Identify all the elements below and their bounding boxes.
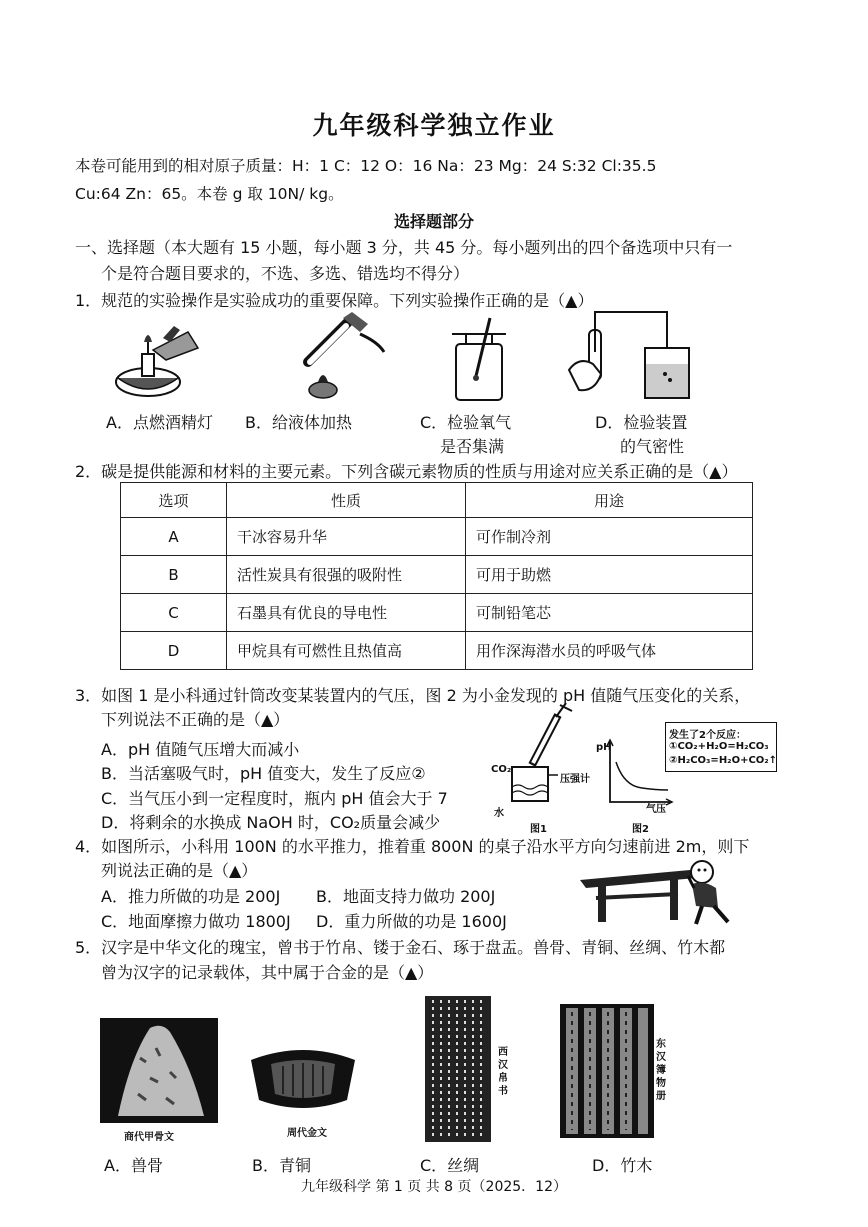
q1-option-b: B．给液体加热 — [245, 413, 352, 432]
q3-option-a: A．pH 值随气压增大而减小 — [101, 740, 300, 759]
q4-option-a: A．推力所做的功是 200J — [101, 887, 281, 906]
q2-table — [120, 482, 753, 670]
fig1-caption: 图1 — [530, 824, 547, 835]
q4-stem-1: 4．如图所示，小科用 100N 的水平推力，推着重 800N 的桌子沿水平方向匀速前进 2m，则下 — [75, 837, 750, 856]
section-instructions-2: 个是符合题目要求的，不选、多选、错选均不得分） — [101, 264, 470, 283]
table-cell: 可用于助燃 — [466, 556, 753, 594]
header-cell: 性质 — [227, 483, 466, 518]
fig2-xlabel: 气压 — [646, 804, 666, 815]
q5-option-d: D．竹木 — [592, 1156, 653, 1175]
pushing-table-illustration — [578, 858, 748, 928]
syringe-apparatus-figure — [488, 705, 598, 815]
q4-option-b: B．地面支持力做功 200J — [316, 887, 496, 906]
header-cell: 用途 — [466, 483, 753, 518]
airtightness-test-illustration — [565, 308, 695, 406]
q1-option-c-line2: 是否集满 — [440, 437, 505, 456]
table-cell: B — [121, 556, 227, 594]
q1-option-a: A．点燃酒精灯 — [106, 413, 213, 432]
reaction-box — [665, 722, 777, 772]
bamboo-slips-image — [560, 1004, 654, 1138]
q5-stem-1: 5．汉字是中华文化的瑰宝，曾书于竹帛、镂于金石、琢于盘盂。兽骨、青铜、丝绸、竹木都 — [75, 938, 726, 957]
fig2-ylabel: pH — [596, 742, 612, 753]
table-cell: A — [121, 518, 227, 556]
q3-stem-1: 3．如图 1 是小科通过针筒改变某装置内的气压，图 2 为小金发现的 pH 值随气压变化的关系， — [75, 686, 751, 705]
q3-option-c: C．当气压小到一定程度时，瓶内 pH 值会大于 7 — [101, 789, 448, 808]
fig2-caption: 图2 — [632, 824, 649, 835]
intro-line-2: Cu:64 Zn：65。本卷 g 取 10N/ kg。 — [75, 185, 344, 203]
reaction-box-title: 发生了2个反应： — [669, 730, 746, 741]
header-cell: 选项 — [121, 483, 227, 518]
reaction-1: ①CO₂+H₂O=H₂CO₃ — [669, 741, 769, 752]
fig1-co2-label: CO₂ — [491, 764, 512, 775]
table-cell: 石墨具有优良的导电性 — [227, 594, 466, 632]
table-row — [121, 518, 753, 556]
q3-option-d: D．将剩余的水换成 NaOH 时，CO₂质量会减少 — [101, 813, 441, 832]
table-cell: 用作深海潜水员的呼吸气体 — [466, 632, 753, 670]
q5-option-c: C．丝绸 — [420, 1156, 480, 1175]
table-row — [121, 632, 753, 670]
table-cell: C — [121, 594, 227, 632]
q3-option-b: B．当活塞吸气时，pH 值变大，发生了反应② — [101, 764, 426, 783]
q5-stem-2: 曾为汉字的记录载体，其中属于合金的是（▲） — [101, 963, 434, 982]
fig1-sensor-label: 压强计 — [560, 774, 590, 785]
q1-option-d-line2: 的气密性 — [620, 437, 685, 456]
page-footer: 九年级科学 第 1 页 共 8 页（2025．12） — [301, 1179, 567, 1195]
section-instructions-1: 一、选择题（本大题有 15 小题，每小题 3 分，共 45 分。每小题列出的四个备选项中只有一 — [75, 238, 733, 257]
liquid-heating-illustration — [298, 312, 388, 407]
table-row — [121, 594, 753, 632]
q3-stem-2: 下列说法不正确的是（▲） — [101, 710, 290, 729]
table-cell: D — [121, 632, 227, 670]
page-title: 九年级科学独立作业 — [312, 111, 556, 140]
table-header-row — [121, 483, 753, 518]
q2-stem: 2．碳是提供能源和材料的主要元素。下列含碳元素物质的性质与用途对应关系正确的是（▲） — [75, 462, 738, 481]
q5-option-b: B．青铜 — [252, 1156, 311, 1175]
q4-option-c: C．地面摩擦力做功 1800J — [101, 912, 291, 931]
alcohol-lamp-illustration — [108, 320, 208, 405]
table-row — [121, 556, 753, 594]
bronze-vessel-image — [243, 1030, 363, 1120]
q5-option-a: A．兽骨 — [104, 1156, 163, 1175]
table-cell: 甲烷具有可燃性且热值高 — [227, 632, 466, 670]
q5-caption-c: 西汉帛书 — [498, 1047, 508, 1097]
silk-manuscript-image — [425, 996, 491, 1142]
table-cell: 可作制冷剂 — [466, 518, 753, 556]
section-title: 选择题部分 — [393, 212, 474, 231]
q4-option-d: D．重力所做的功是 1600J — [316, 912, 507, 931]
q4-stem-2: 列说法正确的是（▲） — [101, 861, 258, 880]
q1-option-d-line1: D．检验装置 — [595, 413, 688, 432]
q5-caption-a: 商代甲骨文 — [124, 1132, 174, 1143]
q5-caption-b: 周代金文 — [287, 1128, 327, 1139]
fig1-water-label: 水 — [494, 808, 504, 819]
table-cell: 干冰容易升华 — [227, 518, 466, 556]
q1-option-c-line1: C．检验氧气 — [420, 413, 512, 432]
oxygen-test-illustration — [450, 316, 510, 402]
table-cell: 可制铅笔芯 — [466, 594, 753, 632]
q5-caption-d: 东汉簿物册 — [656, 1039, 666, 1102]
reaction-2: ②H₂CO₃=H₂O+CO₂↑ — [669, 755, 778, 766]
intro-line-1: 本卷可能用到的相对原子质量：H：1 C：12 O：16 Na：23 Mg：24 S:32 Cl:35.5 — [75, 157, 657, 175]
table-cell: 活性炭具有很强的吸附性 — [227, 556, 466, 594]
oracle-bone-image — [100, 1018, 218, 1123]
q1-stem: 1．规范的实验操作是实验成功的重要保障。下列实验操作正确的是（▲） — [75, 291, 594, 310]
